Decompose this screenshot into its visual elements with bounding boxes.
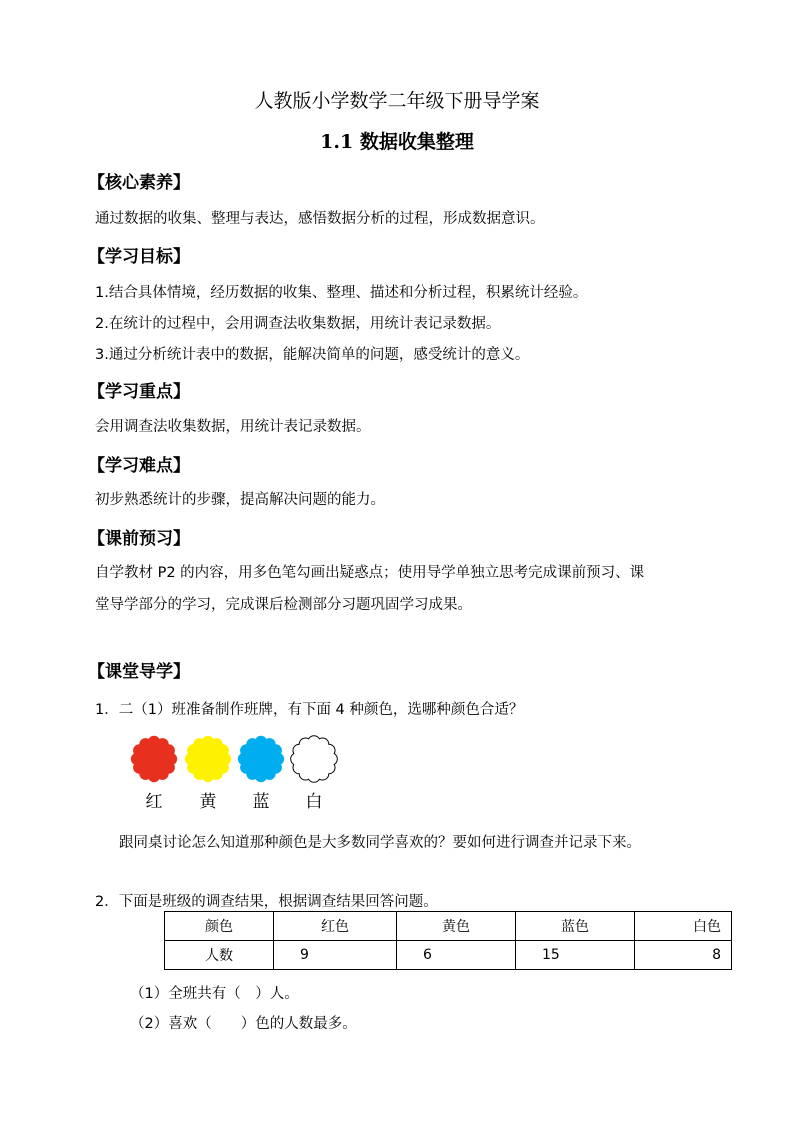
sub-question-1: （1）全班共有（ ）人。: [130, 986, 299, 1002]
table-header-cell: 黄色: [397, 912, 516, 941]
table-cell: 人数: [165, 941, 274, 970]
red-swatch: [130, 735, 178, 783]
white-swatch: [290, 735, 338, 783]
table-cell: 9: [274, 941, 397, 970]
table-row: [165, 941, 732, 970]
key-points-text: 会用调查法收集数据，用统计表记录数据。: [95, 419, 371, 435]
table-cell: 6: [397, 941, 516, 970]
goal-item-2: 2.在统计的过程中，会用调查法收集数据，用统计表记录数据。: [95, 316, 501, 332]
swatch-label-red: 红: [145, 792, 163, 812]
section-heading-classroom: 【课堂导学】: [88, 662, 190, 682]
discussion-text: 跟同桌讨论怎么知道那种颜色是大多数同学喜欢的？要如何进行调查并记录下来。: [119, 835, 641, 851]
table-header-cell: 颜色: [165, 912, 274, 941]
difficulties-text: 初步熟悉统计的步骤，提高解决问题的能力。: [95, 492, 385, 508]
preview-text-line-2: 堂导学部分的学习，完成课后检测部分习题巩固学习成果。: [95, 597, 472, 613]
survey-table: [164, 911, 732, 970]
table-header-cell: 红色: [274, 912, 397, 941]
goal-item-1: 1.结合具体情境，经历数据的收集、整理、描述和分析过程，积累统计经验。: [95, 285, 588, 301]
question-2: 2．下面是班级的调查结果，根据调查结果回答问题。: [95, 894, 438, 910]
section-heading-core: 【核心素养】: [88, 173, 190, 193]
swatch-label-yellow: 黄: [199, 792, 217, 812]
blue-swatch: [237, 735, 285, 783]
table-cell: 8: [635, 941, 732, 970]
section-heading-preview: 【课前预习】: [88, 529, 190, 549]
lesson-title: 1.1 数据收集整理: [320, 131, 474, 153]
goal-item-3: 3.通过分析统计表中的数据，能解决简单的问题，感受统计的意义。: [95, 347, 530, 363]
section-heading-key-points: 【学习重点】: [88, 382, 190, 402]
section-heading-difficulties: 【学习难点】: [88, 456, 190, 476]
core-text: 通过数据的收集、整理与表达，感悟数据分析的过程，形成数据意识。: [95, 211, 545, 227]
swatch-label-blue: 蓝: [252, 792, 270, 812]
yellow-swatch: [184, 735, 232, 783]
question-1: 1．二（1）班准备制作班牌，有下面 4 种颜色，选哪种颜色合适？: [95, 702, 524, 718]
section-heading-goals: 【学习目标】: [88, 247, 190, 267]
swatch-label-white: 白: [305, 792, 323, 812]
sub-question-2: （2）喜欢（ ）色的人数最多。: [130, 1016, 357, 1032]
document-title: 人教版小学数学二年级下册导学案: [254, 90, 540, 112]
preview-text-line-1: 自学教材 P2 的内容，用多色笔勾画出疑惑点；使用导学单独立思考完成课前预习、课: [95, 565, 645, 581]
table-cell: 15: [516, 941, 635, 970]
table-header-cell: 蓝色: [516, 912, 635, 941]
table-header-row: [165, 912, 732, 941]
table-header-cell: 白色: [635, 912, 732, 941]
